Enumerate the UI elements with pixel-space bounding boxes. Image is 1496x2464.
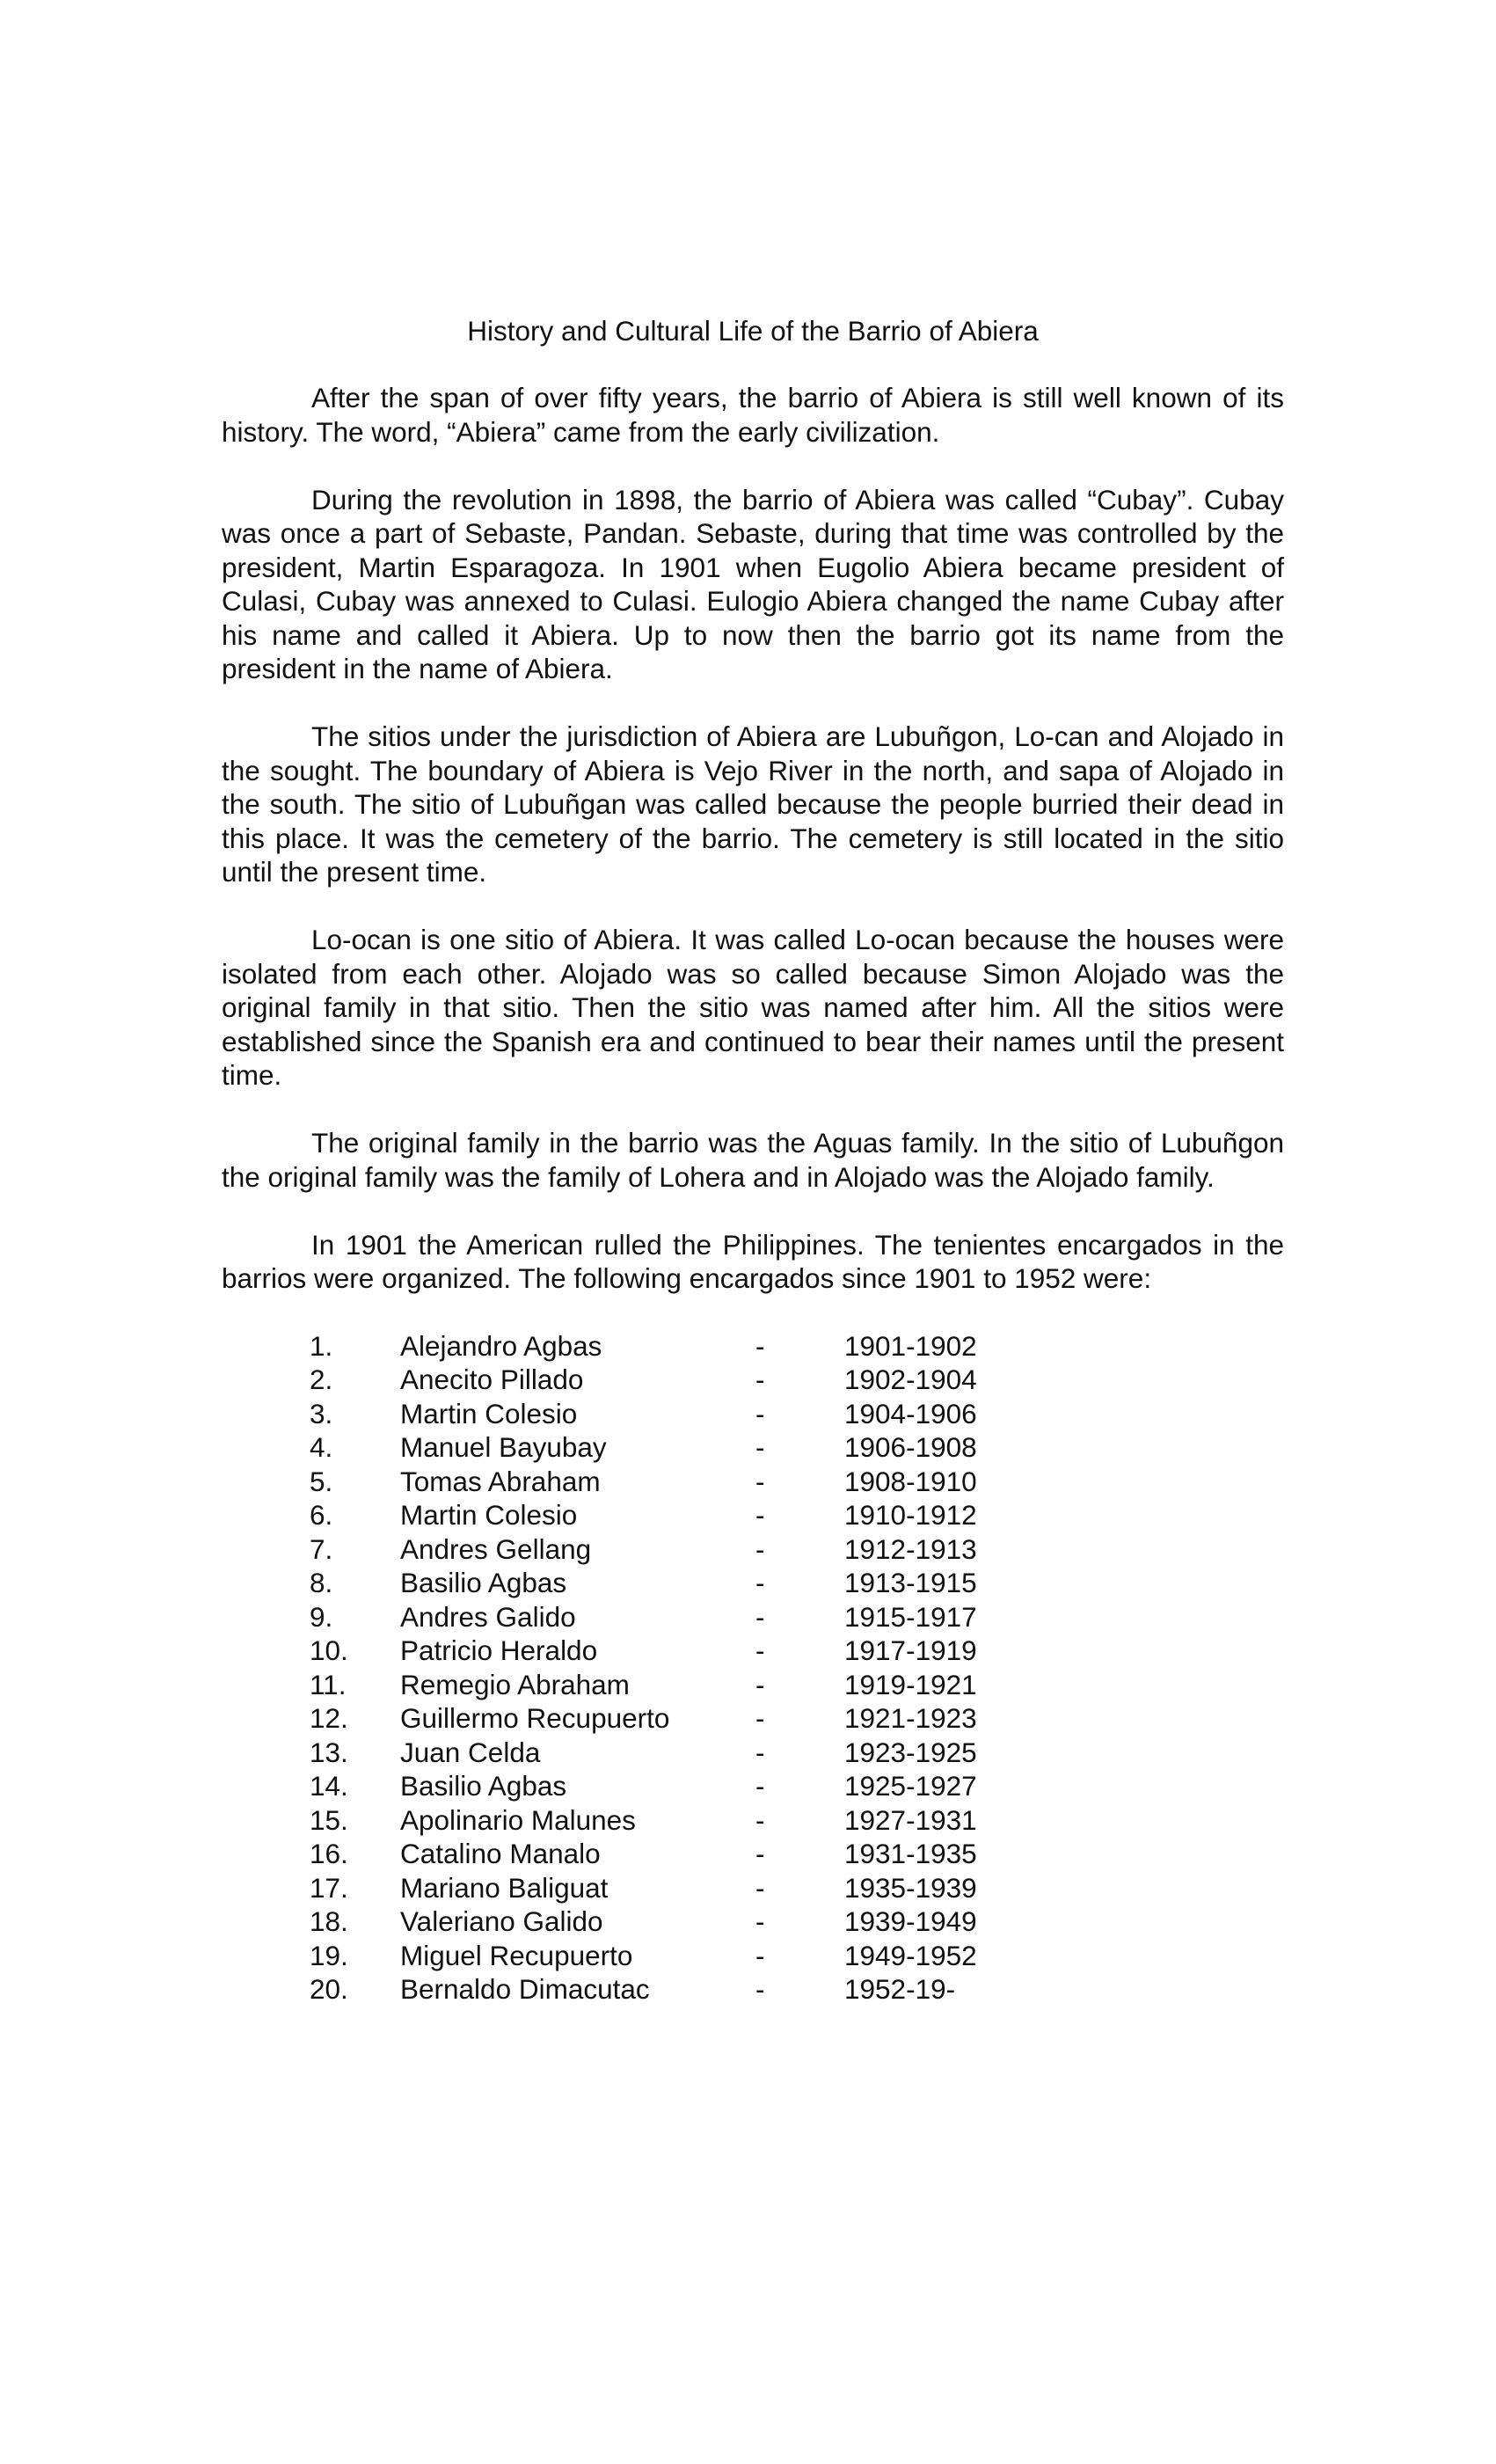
list-item-number: 10. <box>310 1634 348 1666</box>
list-item <box>222 1430 1284 1465</box>
list-item-name: Guillermo Recupuerto <box>400 1702 670 1734</box>
list-item-dash: - <box>755 1838 765 1869</box>
list-item-years: 1913-1915 <box>844 1567 977 1598</box>
list-item-number: 8. <box>310 1567 333 1598</box>
list-item-name: Bernaldo Dimacutac <box>400 1973 650 2005</box>
list-item-dash: - <box>755 1397 765 1429</box>
list-item <box>222 1701 1284 1736</box>
list-item-number: 19. <box>310 1939 348 1971</box>
list-item-name: Patricio Heraldo <box>400 1634 598 1666</box>
paragraph-original-family: The original family in the barrio was the Aguas family. In the sitio of Lubuñgon the original family was the family of Lohera and in Alojado was the Alojado family. <box>222 1127 1284 1193</box>
list-item-name: Alejandro Agbas <box>400 1329 602 1362</box>
list-item-name: Miguel Recupuerto <box>400 1939 633 1971</box>
list-item-dash: - <box>755 1668 765 1700</box>
list-item-years: 1917-1919 <box>844 1634 977 1666</box>
list-item-years: 1910-1912 <box>844 1499 977 1531</box>
list-item-number: 6. <box>310 1499 333 1531</box>
list-item-name: Martin Colesio <box>400 1499 578 1531</box>
list-item-name: Catalino Manalo <box>400 1838 601 1869</box>
list-item-dash: - <box>755 1939 765 1971</box>
list-item-dash: - <box>755 1770 765 1802</box>
list-item-number: 17. <box>310 1871 348 1904</box>
list-item-years: 1906-1908 <box>844 1431 977 1463</box>
paragraph-american-rule: In 1901 the American rulled the Philippines. The tenientes encargados in the barrios were organized. The following encargados since 1901 to 1952 were: <box>222 1228 1284 1294</box>
list-item-number: 11. <box>310 1668 347 1700</box>
list-item-number: 3. <box>310 1397 333 1429</box>
list-item-dash: - <box>755 1871 765 1904</box>
list-item-dash: - <box>755 1634 765 1666</box>
list-item-name: Martin Colesio <box>400 1397 578 1429</box>
list-item <box>222 1465 1284 1499</box>
list-item-years: 1908-1910 <box>844 1465 977 1497</box>
document-title: History and Cultural Life of the Barrio of Abiera <box>467 315 1039 347</box>
encargados-list <box>222 1329 1284 2007</box>
list-item <box>222 1668 1284 1702</box>
list-item <box>222 1803 1284 1838</box>
list-item-name: Basilio Agbas <box>400 1567 567 1598</box>
list-item-years: 1931-1935 <box>844 1838 977 1869</box>
list-item-number: 20. <box>310 1973 348 2005</box>
list-item-number: 4. <box>310 1431 333 1463</box>
list-item-years: 1927-1931 <box>844 1803 977 1836</box>
list-item-years: 1923-1925 <box>844 1736 977 1768</box>
list-item <box>222 1566 1284 1600</box>
list-item-dash: - <box>755 1567 765 1598</box>
list-item <box>222 1532 1284 1567</box>
paragraph-revolution: During the revolution in 1898, the barrio of Abiera was called “Cubay”. Cubay was once a part of Sebaste, Pandan. Sebaste, during that time was controlled by the president, Martin Esparagoza. In 1901 when Eugolio Abiera became president of Culasi, Cubay was annexed to Culasi. Eulogio Abiera changed the name Cubay after his name and called it Abiera. Up to now then the barrio got its name from the president in the name of Abiera. <box>222 483 1284 684</box>
list-item <box>222 1905 1284 1939</box>
document-page <box>222 313 1284 2007</box>
list-item-dash: - <box>755 1803 765 1836</box>
list-item-dash: - <box>755 1905 765 1937</box>
list-item-dash: - <box>755 1329 765 1362</box>
list-item-number: 2. <box>310 1364 333 1395</box>
paragraph-intro: After the span of over fifty years, the barrio of Abiera is still well known of its history. The word, “Abiera” came from the early civilization. <box>222 382 1284 448</box>
list-item-number: 15. <box>310 1803 348 1836</box>
list-item-years: 1912-1913 <box>844 1532 977 1565</box>
list-item-name: Apolinario Malunes <box>400 1803 636 1836</box>
list-item <box>222 1363 1284 1397</box>
paragraph-lo-ocan: Lo-ocan is one sitio of Abiera. It was called Lo-ocan because the houses were isolated from each other. Alojado was so called because Simon Alojado was the original family in that sitio. Then the sitio was named after him. All the sitios were established since the Spanish era and continued to bear their names until the present time. <box>222 924 1284 1091</box>
list-item-years: 1952-19- <box>844 1973 956 2005</box>
list-item-dash: - <box>755 1702 765 1734</box>
list-item <box>222 1634 1284 1668</box>
list-item-name: Manuel Bayubay <box>400 1431 607 1463</box>
list-item <box>222 1736 1284 1770</box>
list-item <box>222 1939 1284 1973</box>
list-item-name: Andres Galido <box>400 1600 576 1633</box>
list-item-number: 12. <box>310 1702 348 1734</box>
list-item-number: 14. <box>310 1770 348 1802</box>
list-item <box>222 1329 1284 1364</box>
list-item-number: 1. <box>310 1329 333 1362</box>
list-item-years: 1902-1904 <box>844 1364 977 1395</box>
list-item-years: 1925-1927 <box>844 1770 977 1802</box>
list-item-years: 1939-1949 <box>844 1905 977 1937</box>
list-item-years: 1921-1923 <box>844 1702 977 1734</box>
list-item <box>222 1837 1284 1871</box>
list-item-number: 5. <box>310 1465 333 1497</box>
list-item-years: 1935-1939 <box>844 1871 977 1904</box>
list-item-dash: - <box>755 1364 765 1395</box>
list-item-dash: - <box>755 1973 765 2005</box>
list-item-years: 1915-1917 <box>844 1600 977 1633</box>
list-item-number: 16. <box>310 1838 348 1869</box>
list-item-name: Anecito Pillado <box>400 1364 584 1395</box>
list-item-years: 1949-1952 <box>844 1939 977 1971</box>
list-item-dash: - <box>755 1465 765 1497</box>
list-item-name: Basilio Agbas <box>400 1770 567 1802</box>
paragraph-sitios: The sitios under the jurisdiction of Abiera are Lubuñgon, Lo-can and Alojado in the sought. The boundary of Abiera is Vejo River in the north, and sapa of Alojado in the south. The sitio of Lubuñgan was called because the people burried their dead in this place. It was the cemetery of the barrio. The cemetery is still located in the sitio until the present time. <box>222 720 1284 888</box>
list-item <box>222 1972 1284 2007</box>
list-item <box>222 1397 1284 1431</box>
list-item-dash: - <box>755 1431 765 1463</box>
list-item-dash: - <box>755 1736 765 1768</box>
list-item <box>222 1498 1284 1532</box>
list-item-name: Andres Gellang <box>400 1532 592 1565</box>
list-item-years: 1904-1906 <box>844 1397 977 1429</box>
list-item <box>222 1600 1284 1634</box>
list-item <box>222 1769 1284 1803</box>
list-item-dash: - <box>755 1600 765 1633</box>
list-item-name: Juan Celda <box>400 1736 541 1768</box>
list-item-dash: - <box>755 1499 765 1531</box>
list-item-years: 1919-1921 <box>844 1668 977 1700</box>
list-item-name: Remegio Abraham <box>400 1668 630 1700</box>
list-item-number: 18. <box>310 1905 348 1937</box>
list-item-number: 13. <box>310 1736 348 1768</box>
list-item-number: 9. <box>310 1600 333 1633</box>
list-item-years: 1901-1902 <box>844 1329 977 1362</box>
list-item-name: Valeriano Galido <box>400 1905 603 1937</box>
list-item-name: Mariano Baliguat <box>400 1871 609 1904</box>
list-item-number: 7. <box>310 1532 333 1565</box>
list-item-dash: - <box>755 1532 765 1565</box>
list-item <box>222 1871 1284 1905</box>
list-item-name: Tomas Abraham <box>400 1465 601 1497</box>
